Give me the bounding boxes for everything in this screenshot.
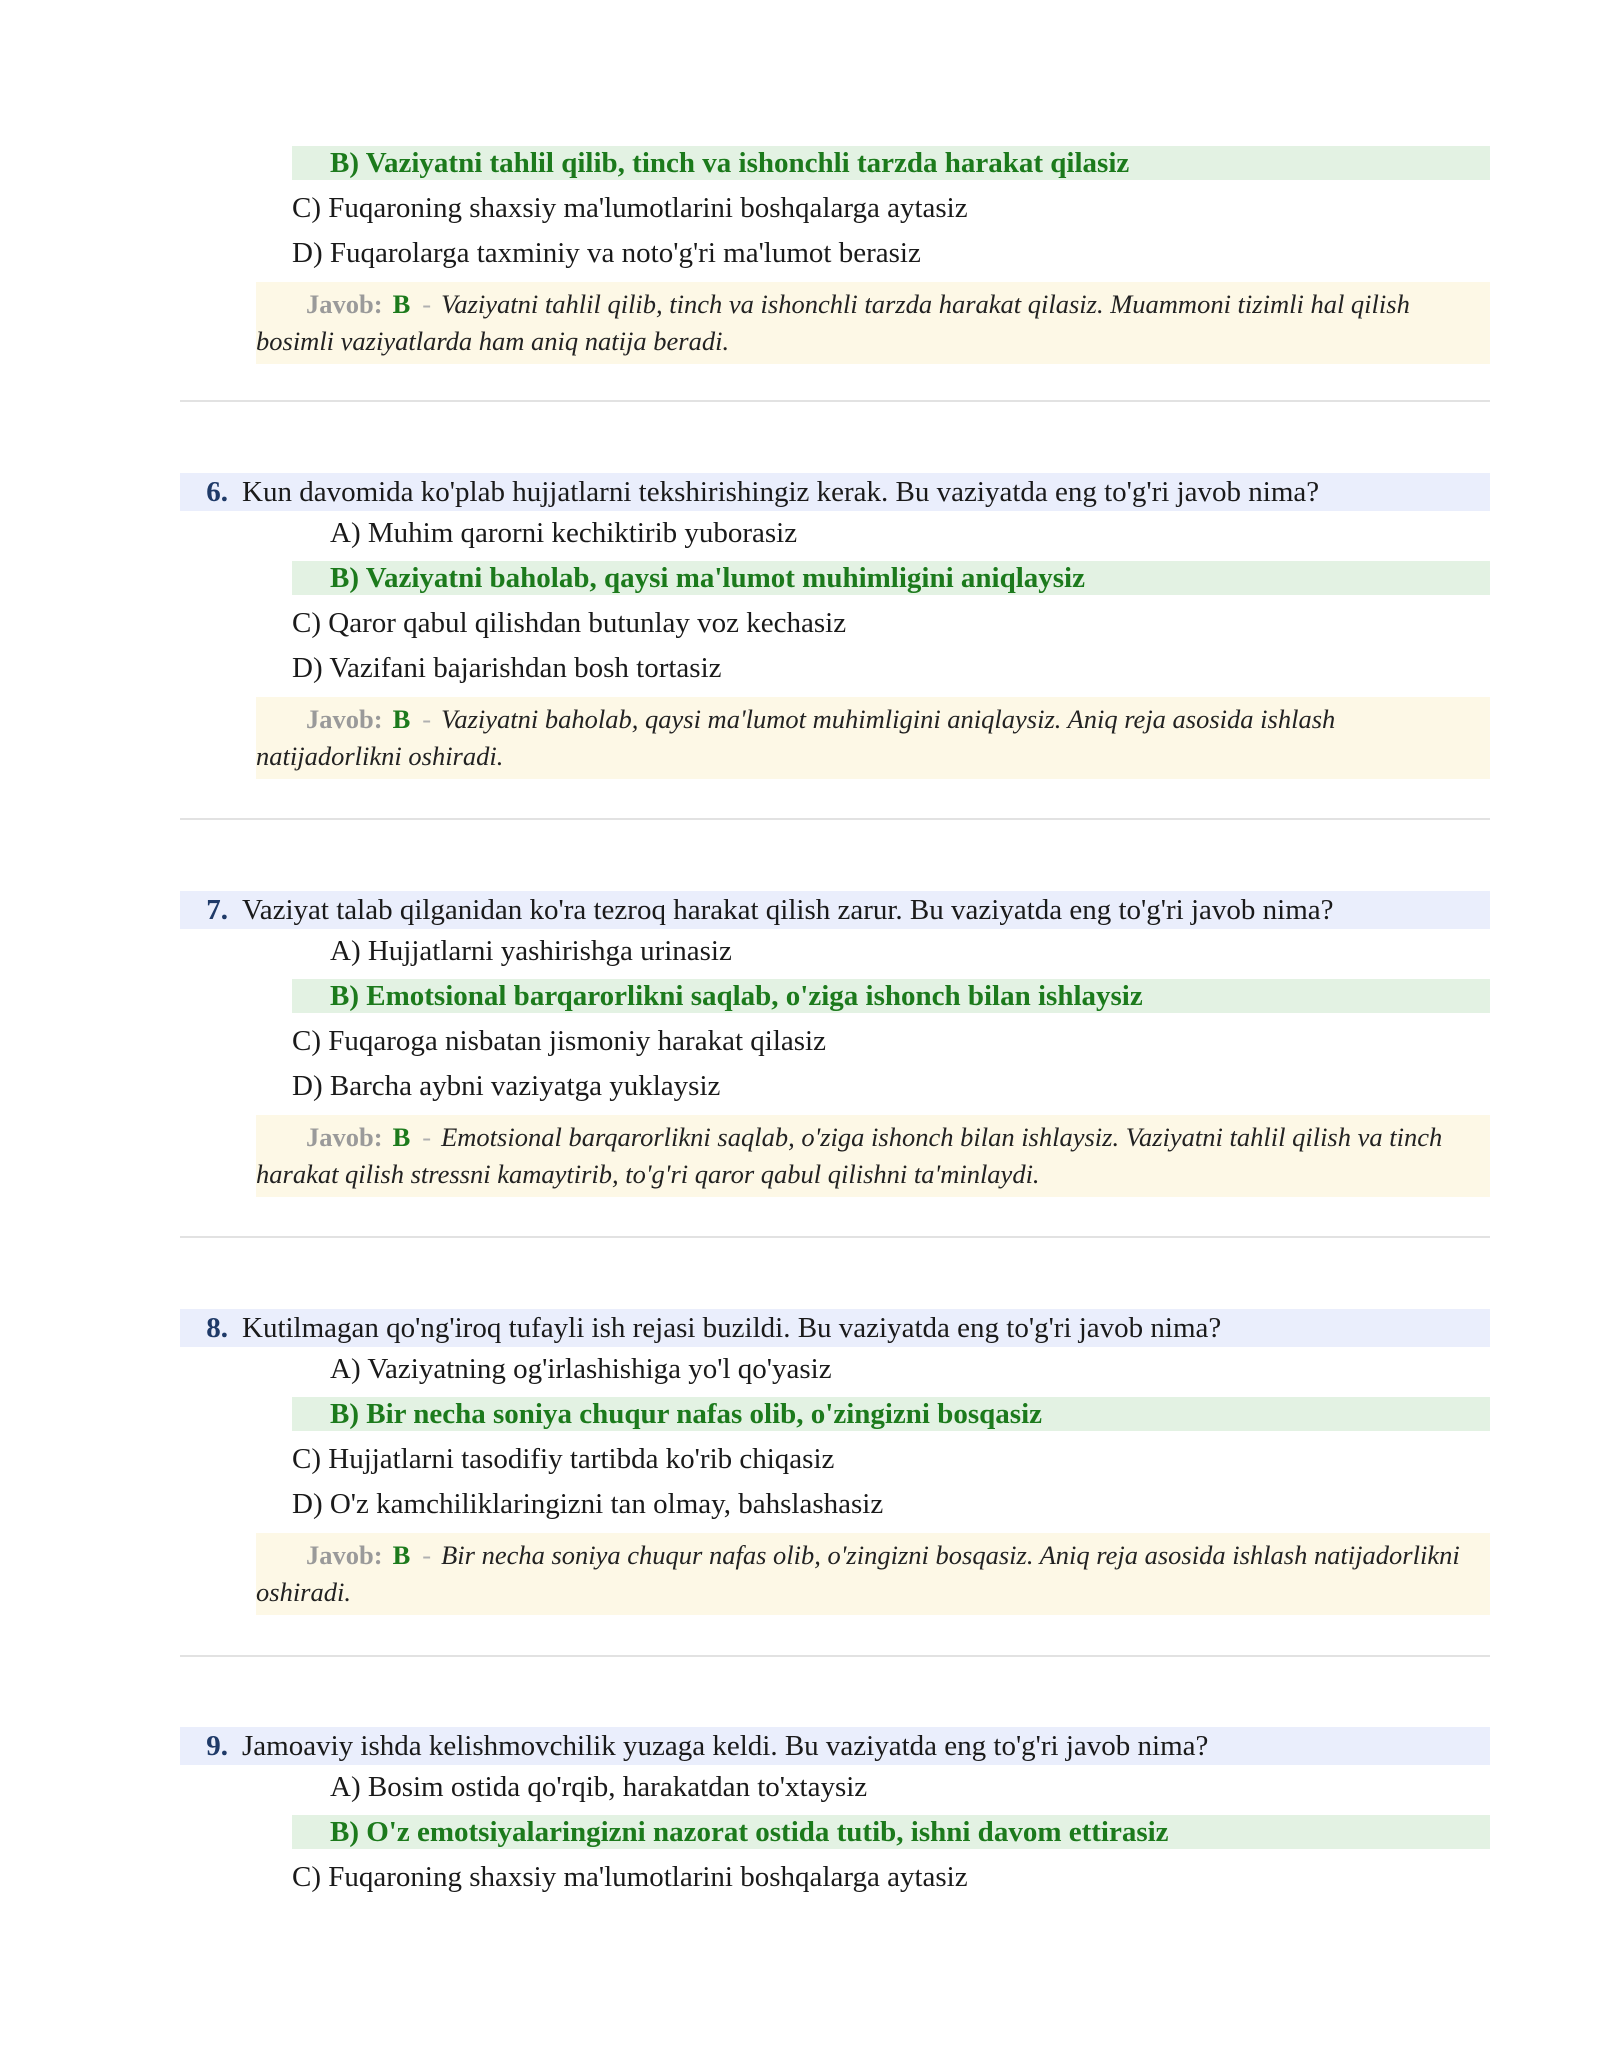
question-text: Kun davomida ko'plab hujjatlarni tekshirishingiz kerak. Bu vaziyatda eng to'g'ri javob nima? — [242, 476, 1320, 508]
option-c: C) Fuqaroga nisbatan jismoniy harakat qilasiz — [292, 1025, 826, 1057]
divider — [180, 818, 1490, 820]
option-c: C) Fuqaroning shaxsiy ma'lumotlarini boshqalarga aytasiz — [292, 1861, 968, 1893]
question-header — [180, 1727, 1490, 1765]
question-number: 7. — [206, 894, 228, 926]
option-c: C) Hujjatlarni tasodifiy tartibda ko'rib chiqasiz — [292, 1443, 835, 1475]
option-a: A) Muhim qarorni kechiktirib yuborasiz — [330, 517, 798, 549]
option-b-correct: B) O'z emotsiyalaringizni nazorat ostida tutib, ishni davom ettirasiz — [292, 1815, 1490, 1849]
option-b-correct: B) Emotsional barqarorlikni saqlab, o'ziga ishonch bilan ishlaysiz — [292, 979, 1490, 1013]
option-d: D) Vazifani bajarishdan bosh tortasiz — [292, 652, 722, 684]
answer-box — [256, 282, 1490, 364]
option-b-correct: B) Vaziyatni tahlil qilib, tinch va ishonchli tarzda harakat qilasiz — [292, 146, 1490, 180]
answer-box — [256, 1115, 1490, 1197]
answer-letter: B — [392, 1540, 411, 1570]
answer-explanation: Vaziyatni tahlil qilib, tinch va ishonchli tarzda harakat qilasiz. Muammoni tizimli hal qilish bosimli vaziyatlarda ham aniq natija beradi. — [256, 289, 1410, 356]
answer-box — [256, 1533, 1490, 1615]
question-6 — [180, 473, 1490, 779]
option-a: A) Bosim ostida qo'rqib, harakatdan to'xtaysiz — [330, 1771, 868, 1803]
option-c: C) Qaror qabul qilishdan butunlay voz kechasiz — [292, 607, 847, 639]
answer-label: Javob: — [306, 1122, 383, 1152]
question-8 — [180, 1309, 1490, 1615]
option-a: A) Vaziyatning og'irlashishiga yo'l qo'yasiz — [330, 1353, 832, 1385]
option-d: D) Barcha aybni vaziyatga yuklaysiz — [292, 1070, 721, 1102]
divider — [180, 400, 1490, 402]
answer-letter: B — [392, 704, 411, 734]
option-d: D) O'z kamchiliklaringizni tan olmay, bahslashasiz — [292, 1488, 884, 1520]
question-5 — [180, 146, 1490, 364]
question-text: Kutilmagan qo'ng'iroq tufayli ish rejasi buzildi. Bu vaziyatda eng to'g'ri javob nima? — [242, 1312, 1222, 1344]
question-7 — [180, 891, 1490, 1197]
answer-dash: - — [422, 1540, 432, 1570]
option-b-correct: B) Bir necha soniya chuqur nafas olib, o'zingizni bosqasiz — [292, 1397, 1490, 1431]
question-9 — [180, 1727, 1490, 1900]
answer-explanation: Vaziyatni baholab, qaysi ma'lumot muhimligini aniqlaysiz. Aniq reja asosida ishlash natijadorlikni oshiradi. — [256, 704, 1336, 771]
question-number: 8. — [206, 1312, 228, 1344]
answer-box — [256, 697, 1490, 779]
answer-label: Javob: — [306, 1540, 383, 1570]
answer-dash: - — [422, 1122, 432, 1152]
question-text: Vaziyat talab qilganidan ko'ra tezroq harakat qilish zarur. Bu vaziyatda eng to'g'ri javob nima? — [242, 894, 1334, 926]
question-number: 9. — [206, 1730, 228, 1762]
question-header — [180, 891, 1490, 929]
answer-explanation: Bir necha soniya chuqur nafas olib, o'zingizni bosqasiz. Aniq reja asosida ishlash natijadorlikni oshiradi. — [256, 1540, 1460, 1607]
divider — [180, 1655, 1490, 1657]
answer-dash: - — [422, 289, 432, 319]
answer-label: Javob: — [306, 704, 383, 734]
answer-explanation: Emotsional barqarorlikni saqlab, o'ziga ishonch bilan ishlaysiz. Vaziyatni tahlil qilish va tinch harakat qilish stressni kamaytirib, to'g'ri qaror qabul qilishni ta'minlaydi. — [256, 1122, 1443, 1189]
question-header — [180, 1309, 1490, 1347]
answer-dash: - — [422, 704, 432, 734]
option-d: D) Fuqarolarga taxminiy va noto'g'ri ma'lumot berasiz — [292, 237, 921, 269]
divider — [180, 1236, 1490, 1238]
answer-label: Javob: — [306, 289, 383, 319]
option-b-correct: B) Vaziyatni baholab, qaysi ma'lumot muhimligini aniqlaysiz — [292, 561, 1490, 595]
answer-letter: B — [392, 1122, 411, 1152]
option-a: A) Hujjatlarni yashirishga urinasiz — [330, 935, 732, 967]
answer-letter: B — [392, 289, 411, 319]
question-header — [180, 473, 1490, 511]
question-number: 6. — [206, 476, 228, 508]
option-c: C) Fuqaroning shaxsiy ma'lumotlarini boshqalarga aytasiz — [292, 192, 968, 224]
question-text: Jamoaviy ishda kelishmovchilik yuzaga keldi. Bu vaziyatda eng to'g'ri javob nima? — [242, 1730, 1209, 1762]
